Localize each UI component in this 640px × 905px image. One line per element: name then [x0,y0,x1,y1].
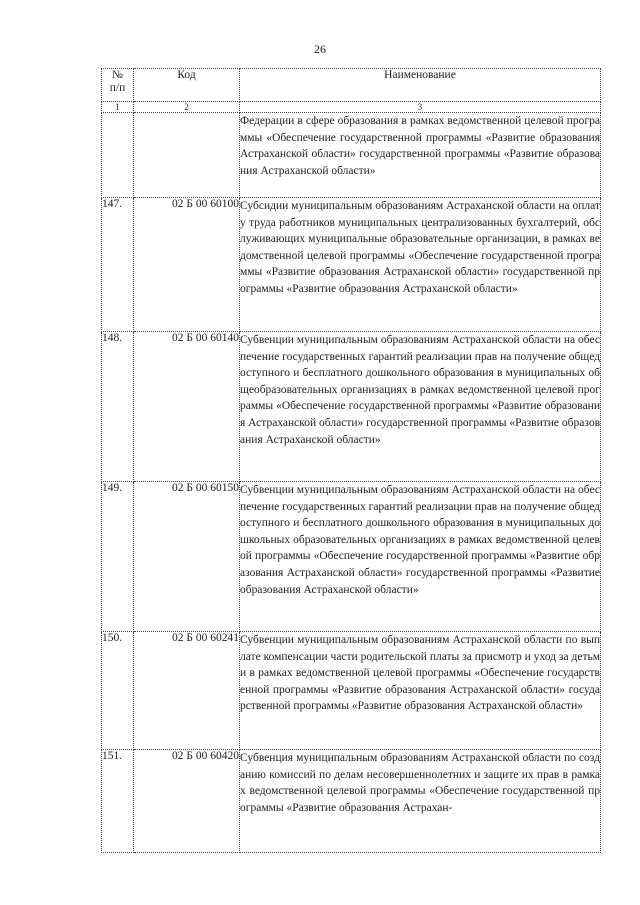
row-number: 148. [102,332,134,482]
table-row [102,632,601,750]
row-number: 149. [102,482,134,632]
column-number-1: 1 [102,102,134,113]
column-number-3: 3 [240,102,601,113]
row-name: Субвенции муниципальным образованиям Астраханской области на обеспечение государственных гарантий реализации прав на получение общедоступного и бесплатного дошкольного образования в муниципальных дошкольных образовательных организациях в рамках ведомственной целевой программы «Обеспечение государственной программы «Развитие образования Астраханской области» государственной программы «Развитие образования Астраханской области» [240,482,601,632]
header-number-label: № п/п [109,69,126,94]
column-number-row [102,102,601,113]
table-row [102,482,601,632]
row-code: 02 Б 00 60140 [134,332,240,482]
page-number: 26 [314,42,326,56]
table-header-row [102,69,601,102]
header-number [102,69,134,102]
column-number-2: 2 [134,102,240,113]
table-row [102,750,601,853]
row-number: 147. [102,198,134,332]
row-number: 151. [102,750,134,853]
table-row [102,113,601,198]
budget-code-table [101,68,601,853]
header-code: Код [134,69,240,102]
row-code [134,113,240,198]
row-code: 02 Б 00 60100 [134,198,240,332]
table-row [102,332,601,482]
table-row [102,198,601,332]
row-name: Субвенции муниципальным образованиям Астраханской области на обеспечение государственных гарантий реализации прав на получение общедоступного и бесплатного дошкольного образования в муниципальных общеобразовательных организациях в рамках ведомственной целевой программы «Обеспечение государственной программы «Развитие образования Астраханской области» государственной программы «Развитие образования Астраханской области» [240,332,601,482]
row-name: Субвенция муниципальным образованиям Астраханской области по созданию комиссий по делам несовершеннолетних и защите их прав в рамках ведомственной целевой программы «Обеспечение государственной программы «Развитие образования Астрахан- [240,750,601,853]
header-name: Наименование [240,69,601,102]
row-code: 02 Б 00 60241 [134,632,240,750]
row-number [102,113,134,198]
row-code: 02 Б 00 60420 [134,750,240,853]
row-number: 150. [102,632,134,750]
row-name: Субсидии муниципальным образованиям Астраханской области на оплату труда работников муниципальных централизованных бухгалтерий, обслуживающих муниципальные образовательные организации, в рамках ведомственной целевой программы «Обеспечение государственной программы «Развитие образования Астраханской области» государственной программы «Развитие образования Астраханской области» [240,198,601,332]
row-name: Субвенции муниципальным образованиям Астраханской области по выплате компенсации части родительской платы за присмотр и уход за детьми в рамках ведомственной целевой программы «Обеспечение государственной программы «Развитие образования Астраханской области» государственной программы «Развитие образования Астраханской области» [240,632,601,750]
row-name: Федерации в сфере образования в рамках ведомственной целевой программы «Обеспечение государственной программы «Развитие образования Астраханской области» государственной программы «Развитие образования Астраханской области» [240,113,601,198]
row-code: 02 Б 00 60150 [134,482,240,632]
